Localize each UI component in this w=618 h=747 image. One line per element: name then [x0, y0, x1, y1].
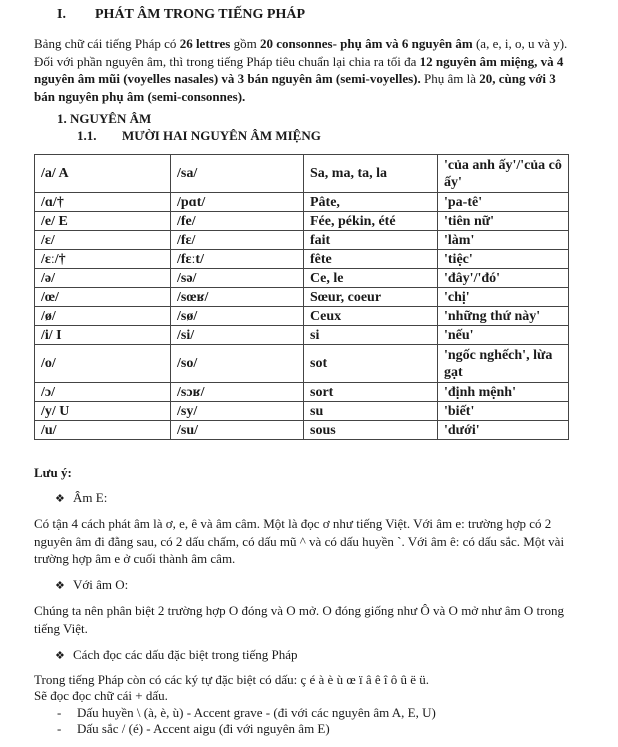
intro-bold: 20, cùng với 3 bán nguyên phụ âm (semi-consonnes).: [34, 71, 556, 104]
phoneme-cell: /ɑ/†: [35, 193, 171, 212]
intro-text: gồm: [230, 36, 260, 51]
section-title: PHÁT ÂM TRONG TIẾNG PHÁP: [95, 7, 306, 22]
meaning-cell: 'ngốc nghếch', lừa gạt: [438, 345, 569, 383]
example-word-cell: sous: [304, 421, 438, 440]
table-row: [35, 193, 569, 212]
diamond-bullet-icon: ❖: [55, 650, 65, 662]
meaning-cell: 'của anh ấy'/'của cô ấy': [438, 155, 569, 193]
example-word-cell: Sa, ma, ta, la: [304, 155, 438, 193]
phoneme-cell: /ɛː/†: [35, 250, 171, 269]
bullet-title: Với âm O:: [73, 577, 129, 592]
example-word-cell: Pâte,: [304, 193, 438, 212]
transcription-cell: /sœʁ/: [171, 288, 304, 307]
meaning-cell: 'chị': [438, 288, 569, 307]
transcription-cell: /fɛːt/: [171, 250, 304, 269]
transcription-cell: /fɛ/: [171, 231, 304, 250]
dash-list-item: [57, 705, 436, 721]
intro-text: Bảng chữ cái tiếng Pháp có: [34, 36, 180, 51]
example-word-cell: Ceux: [304, 307, 438, 326]
meaning-cell: 'tiệc': [438, 250, 569, 269]
transcription-cell: /fe/: [171, 212, 304, 231]
subsubsection-number: 1.1.: [77, 128, 97, 143]
section-heading: [57, 7, 305, 23]
transcription-cell: /sə/: [171, 269, 304, 288]
subsection-number: 1.: [57, 111, 67, 126]
table-row: [35, 307, 569, 326]
phoneme-cell: /u/: [35, 421, 171, 440]
note-line: Sẽ đọc đọc chữ cái + dấu.: [34, 688, 168, 703]
meaning-cell: 'những thứ này': [438, 307, 569, 326]
subsubsection-heading: [77, 128, 321, 144]
example-word-cell: fait: [304, 231, 438, 250]
phoneme-cell: /ɔ/: [35, 383, 171, 402]
example-word-cell: si: [304, 326, 438, 345]
section-number: I.: [57, 7, 66, 22]
transcription-cell: /so/: [171, 345, 304, 383]
meaning-cell: 'tiên nữ': [438, 212, 569, 231]
transcription-cell: /sø/: [171, 307, 304, 326]
intro-text: (a, e, i, o, u và y). Đối với phần nguyên âm, thì trong tiếng Pháp tiêu chuẩn lại chia ra tối đa: [34, 36, 568, 69]
bullet-title: Âm E:: [73, 490, 108, 505]
phoneme-cell: /y/ U: [35, 402, 171, 421]
vowel-table: [34, 154, 569, 440]
diamond-bullet-icon: ❖: [55, 580, 65, 592]
meaning-cell: 'dưới': [438, 421, 569, 440]
table-row: [35, 383, 569, 402]
phoneme-cell: /e/ E: [35, 212, 171, 231]
diamond-bullet-icon: ❖: [55, 493, 65, 505]
meaning-cell: 'định mệnh': [438, 383, 569, 402]
note-label: Lưu ý:: [34, 465, 72, 480]
intro-bold: 12 nguyên âm miệng, và 4 nguyên âm mũi (voyelles nasales) và 3 bán nguyên âm (semi-voyelles).: [34, 53, 564, 86]
dash-item-text: Dấu huyền \ (à, è, ù) - Accent grave - (đi với các nguyên âm A, E, U): [77, 705, 436, 720]
meaning-cell: 'làm': [438, 231, 569, 250]
dash-item-text: Dấu sắc / (é) - Accent aigu (đi với nguyên âm E): [77, 721, 330, 736]
note-paragraph: Chúng ta nên phân biệt 2 trường hợp O đóng và O mở. O đóng giống như Ô và O mở như âm O trong tiếng Việt.: [34, 603, 564, 636]
meaning-cell: 'biết': [438, 402, 569, 421]
phoneme-cell: /i/ I: [35, 326, 171, 345]
intro-paragraph: [34, 35, 579, 105]
table-row: [35, 231, 569, 250]
intro-bold: 26 lettres: [179, 36, 231, 51]
table-row: [35, 250, 569, 269]
transcription-cell: /pɑt/: [171, 193, 304, 212]
transcription-cell: /sɔʁ/: [171, 383, 304, 402]
dash-bullet-icon: -: [57, 705, 62, 720]
note-line: Trong tiếng Pháp còn có các ký tự đặc biệt có dấu: ç é à è ù œ ï â ê î ô û ë ü.: [34, 672, 430, 687]
subsubsection-title: MƯỜI HAI NGUYÊN ÂM MIỆNG: [122, 128, 321, 143]
example-word-cell: Fée, pékin, été: [304, 212, 438, 231]
phoneme-cell: /ə/: [35, 269, 171, 288]
example-word-cell: su: [304, 402, 438, 421]
dash-bullet-icon: -: [57, 721, 62, 736]
phoneme-cell: /œ/: [35, 288, 171, 307]
phoneme-cell: /a/ A: [35, 155, 171, 193]
table-row: [35, 212, 569, 231]
transcription-cell: /sy/: [171, 402, 304, 421]
transcription-cell: /su/: [171, 421, 304, 440]
table-row: [35, 326, 569, 345]
bullet-item: [55, 577, 128, 593]
meaning-cell: 'pa-tê': [438, 193, 569, 212]
bullet-title: Cách đọc các dấu đặc biệt trong tiếng Pháp: [73, 647, 298, 662]
note-paragraph: [34, 672, 579, 704]
table-row: [35, 288, 569, 307]
phoneme-cell: /ɛ/: [35, 231, 171, 250]
table-row: [35, 269, 569, 288]
table-row: [35, 402, 569, 421]
bullet-item: [55, 490, 107, 506]
example-word-cell: Sœur, coeur: [304, 288, 438, 307]
transcription-cell: /si/: [171, 326, 304, 345]
transcription-cell: /sa/: [171, 155, 304, 193]
table-row: [35, 421, 569, 440]
intro-text: Phụ âm là: [420, 71, 480, 86]
meaning-cell: 'nếu': [438, 326, 569, 345]
meaning-cell: 'đây'/'đó': [438, 269, 569, 288]
phoneme-cell: /ø/: [35, 307, 171, 326]
example-word-cell: Ce, le: [304, 269, 438, 288]
example-word-cell: fête: [304, 250, 438, 269]
bullet-item: [55, 647, 298, 663]
dash-list-item: [57, 721, 330, 737]
example-word-cell: sot: [304, 345, 438, 383]
example-word-cell: sort: [304, 383, 438, 402]
subsection-heading: [57, 111, 151, 127]
note-paragraph: Có tận 4 cách phát âm là ơ, e, ê và âm câm. Một là đọc ơ như tiếng Việt. Với âm e: trường hợp có 2 nguyên âm đi đằng sau, có 2 dấu chấm, có dấu mũ ^ và có dấu huyền `. Với âm ê: có dấu sắc. Một vài trường hợp âm e ở cuối thành âm câm.: [34, 516, 565, 566]
table-row-header: [35, 155, 569, 193]
subsection-title: NGUYÊN ÂM: [70, 111, 152, 126]
phoneme-cell: /o/: [35, 345, 171, 383]
table-row: [35, 345, 569, 383]
intro-bold: 20 consonnes- phụ âm và 6 nguyên âm: [259, 36, 473, 51]
